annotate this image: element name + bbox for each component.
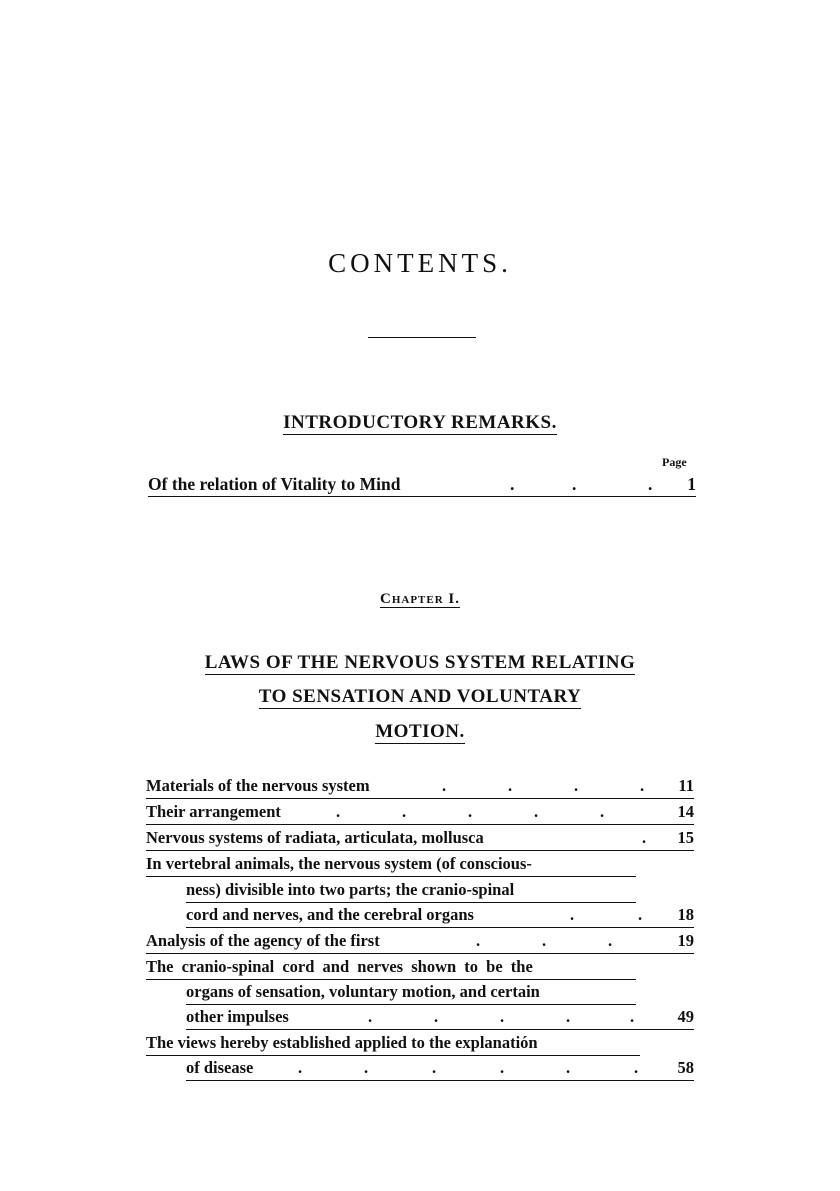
toc-entry-page: 19 bbox=[677, 931, 694, 950]
leader-dot: . bbox=[368, 1007, 373, 1026]
toc-entry-text: Their arrangement bbox=[146, 802, 281, 821]
leader-dot: . bbox=[508, 776, 513, 795]
toc-entry-page: 18 bbox=[677, 905, 694, 924]
leader-dot: . bbox=[638, 905, 643, 924]
toc-entry-text: Analysis of the agency of the first bbox=[146, 931, 380, 950]
toc-entry-page: 14 bbox=[677, 802, 694, 821]
toc-entry-text: organs of sensation, voluntary motion, and certain bbox=[186, 982, 540, 1001]
toc-entry-text: Of the relation of Vitality to Mind bbox=[148, 474, 401, 494]
leader-dot: . bbox=[434, 1007, 439, 1026]
leader-dot: . bbox=[336, 802, 341, 821]
toc-entry-continuation bbox=[146, 1056, 694, 1080]
toc-entry-continuation bbox=[146, 903, 694, 927]
entry-underline bbox=[186, 1080, 694, 1081]
leader-dot: . bbox=[500, 1007, 505, 1026]
toc-entry[interactable] bbox=[146, 955, 694, 979]
entry-underline bbox=[146, 876, 636, 877]
toc-entry[interactable] bbox=[146, 929, 694, 953]
toc-entry[interactable] bbox=[146, 826, 694, 850]
chapter-title-text: MOTION. bbox=[375, 721, 465, 742]
leader-dot: . bbox=[572, 474, 577, 494]
toc-entry-text: The views hereby established applied to the explanatión bbox=[146, 1033, 538, 1052]
introductory-heading-text: INTRODUCTORY REMARKS. bbox=[283, 412, 557, 433]
leader-dot: . bbox=[648, 474, 653, 494]
toc-entry-continuation bbox=[146, 1005, 694, 1029]
entry-underline bbox=[186, 1029, 694, 1030]
toc-entry-text: ness) divisible into two parts; the cranio-spinal bbox=[186, 880, 515, 899]
entry-underline bbox=[186, 1004, 636, 1005]
leader-dot: . bbox=[468, 802, 473, 821]
entry-underline bbox=[146, 850, 694, 851]
entry-underline bbox=[146, 798, 694, 799]
toc-entry-text: Nervous systems of radiata, articulata, mollusca bbox=[146, 828, 484, 847]
leader-dot: . bbox=[432, 1058, 437, 1077]
chapter-title-text: LAWS OF THE NERVOUS SYSTEM RELATING bbox=[204, 652, 636, 673]
toc-entry-page: 58 bbox=[677, 1058, 694, 1077]
entry-underline bbox=[146, 824, 694, 825]
leader-dot: . bbox=[630, 1007, 635, 1026]
toc-entry-continuation bbox=[146, 980, 694, 1004]
chapter-title-text: TO SENSATION AND VOLUNTARY bbox=[258, 686, 582, 707]
toc-entry-text: In vertebral animals, the nervous system (of conscious- bbox=[146, 854, 532, 873]
toc-entry-page: 49 bbox=[677, 1007, 694, 1026]
toc-entry-page: 11 bbox=[678, 776, 694, 795]
leader-dot: . bbox=[500, 1058, 505, 1077]
toc-entry-page: 15 bbox=[677, 828, 694, 847]
leader-dot: . bbox=[476, 931, 481, 950]
toc-entry-text: of disease bbox=[186, 1058, 254, 1077]
leader-dot: . bbox=[542, 931, 547, 950]
leader-dot: . bbox=[402, 802, 407, 821]
toc-entry-text: cord and nerves, and the cerebral organs bbox=[186, 905, 474, 924]
toc-entry-text: The cranio-spinal cord and nerves shown to be the bbox=[146, 957, 533, 976]
leader-dot: . bbox=[566, 1058, 571, 1077]
toc-entry-continuation bbox=[146, 878, 694, 902]
leader-dot: . bbox=[298, 1058, 303, 1077]
leader-dot: . bbox=[570, 905, 575, 924]
entry-underline bbox=[146, 953, 694, 954]
page-column-label: Page bbox=[662, 455, 687, 469]
chapter-label-text: Chapter I. bbox=[379, 591, 460, 607]
entry-underline bbox=[186, 927, 694, 928]
entry-underline bbox=[146, 979, 636, 980]
toc-entry[interactable] bbox=[146, 1031, 694, 1055]
leader-dot: . bbox=[600, 802, 605, 821]
leader-dot: . bbox=[442, 776, 447, 795]
leader-dot: . bbox=[642, 828, 647, 847]
leader-dot: . bbox=[510, 474, 515, 494]
leader-dot: . bbox=[640, 776, 645, 795]
toc-list bbox=[146, 0, 694, 1191]
entry-underline bbox=[146, 1055, 640, 1056]
entry-underline bbox=[186, 902, 636, 903]
toc-entry-text: Materials of the nervous system bbox=[146, 776, 370, 795]
toc-entry-text: other impulses bbox=[186, 1007, 289, 1026]
toc-entry[interactable] bbox=[146, 852, 694, 876]
leader-dot: . bbox=[566, 1007, 571, 1026]
toc-entry[interactable] bbox=[146, 774, 694, 798]
leader-dot: . bbox=[574, 776, 579, 795]
leader-dot: . bbox=[364, 1058, 369, 1077]
leader-dot: . bbox=[634, 1058, 639, 1077]
leader-dot: . bbox=[608, 931, 613, 950]
toc-entry[interactable] bbox=[146, 800, 694, 824]
toc-entry-page: 1 bbox=[687, 474, 696, 494]
leader-dot: . bbox=[534, 802, 539, 821]
page-title: CONTENTS. bbox=[328, 248, 512, 278]
